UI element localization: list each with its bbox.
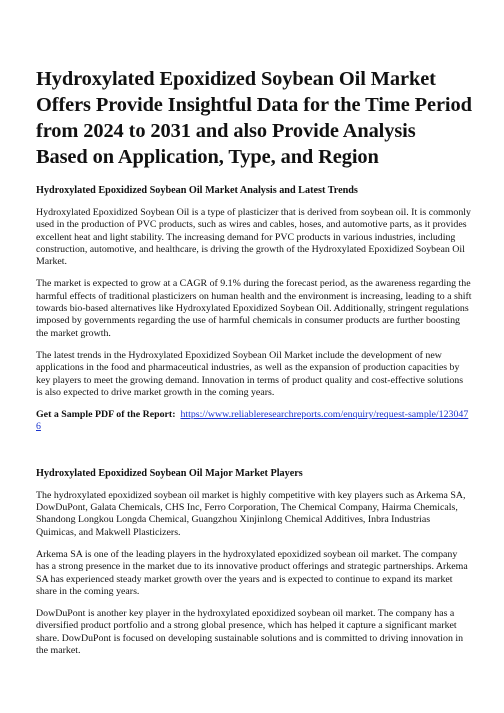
paragraph-arkema: Arkema SA is one of the leading players in the hydroxylated epoxidized soybean oil market. The company has a strong presence in the market due to its innovative product offerings and strategic partnerships. Arkema SA has experienced steady market growth over the years and is expected to continue to expand its market share in the coming years.: [36, 548, 468, 597]
paragraph-overview: Hydroxylated Epoxidized Soybean Oil is a type of plasticizer that is derived from soybean oil. It is commonly used in the production of PVC products, such as wires and cables, hoses, and automotive parts, as it provides excellent heat and light stability. The increasing demand for PVC products in various industries, including construction, automotive, and healthcare, is driving the growth of the Hydroxylated Epoxidized Soybean Oil Market.: [36, 207, 471, 268]
paragraph-growth: The market is expected to grow at a CAGR of 9.1% during the forecast period, as the awareness regarding the harmful effects of traditional plasticizers on human health and the environment is increasing, leading to a shift towards bio-based alternatives like Hydroxylated Epoxidized Soybean Oil. Additionally, stringent regulations imposed by governments regarding the use of harmful chemicals in consumer products are further boosting the market growth.: [36, 278, 472, 339]
section-heading-players: Hydroxylated Epoxidized Soybean Oil Major Market Players: [36, 467, 303, 479]
document-title: Hydroxylated Epoxidized Soybean Oil Market Offers Provide Insightful Data for the Time Period from 2024 to 2031 and also Provide Analysis Based on Application, Type, and Region: [36, 68, 472, 168]
sample-pdf-link[interactable]: https://www.reliableresearchreports.com/enquiry/request-sample/1230476: [36, 409, 469, 433]
document-page: [36, 66, 472, 657]
sample-pdf-label: Get a Sample PDF of the Report:: [36, 409, 176, 421]
paragraph-trends: The latest trends in the Hydroxylated Epoxidized Soybean Oil Market include the development of new applications in the food and pharmaceutical industries, as well as the expansion of production capacities by key players to meet the growing demand. Innovation in terms of product quality and cost-effective solutions is also expected to drive market growth in the coming years.: [36, 349, 464, 398]
section-heading-analysis: Hydroxylated Epoxidized Soybean Oil Market Analysis and Latest Trends: [36, 185, 358, 196]
sample-pdf-line: [36, 409, 472, 434]
paragraph-dowdupont: DowDuPont is another key player in the hydroxylated epoxidized soybean oil market. The company has a diversified product portfolio and a strong global presence, which has helped it capture a significant market share. DowDuPont is focused on developing sustainable solutions and is committed to driving innovation in the market.: [36, 608, 464, 657]
paragraph-players: The hydroxylated epoxidized soybean oil market is highly competitive with key players such as Arkema SA, DowDuPont, Galata Chemicals, CHS Inc, Ferro Corporation, The Chemical Company, Hairma Chemicals, Shandong Longkou Longda Chemical, Guangzhou Xinjinlong Chemical Additives, Inbra Industrias Quimicas, and Makwell Plasticizers.: [36, 489, 466, 538]
